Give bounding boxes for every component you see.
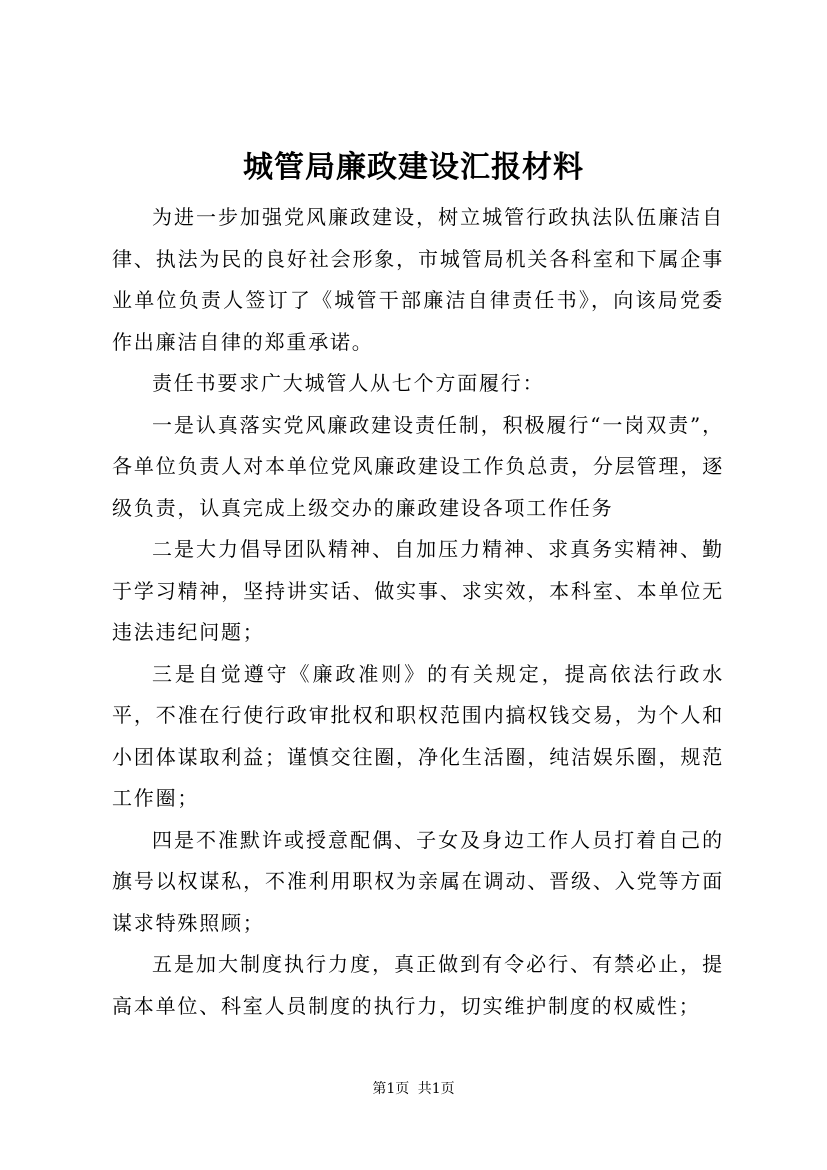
page-total: 共1页 [417, 1081, 455, 1097]
paragraph: 五是加大制度执行力度，真正做到有令必行、有禁必止，提高本单位、科室人员制度的执行力，切实维护制度的权威性； [112, 952, 724, 1018]
paragraph: 为进一步加强党风廉政建设，树立城管行政执法队伍廉洁自律、执法为民的良好社会形象，市城管局机关各科室和下属企事业单位负责人签订了《城管干部廉洁自律责任书》，向该局党委作出廉洁自律的郑重承诺。 [112, 205, 724, 354]
paragraph: 责任书要求广大城管人从七个方面履行： [152, 371, 545, 395]
paragraph: 一是认真落实党风廉政建设责任制，积极履行“一岗双责”，各单位负责人对本单位党风廉政建设工作负总责，分层管理，逐级负责，认真完成上级交办的廉政建设各项工作任务 [112, 412, 724, 520]
document-title: 城管局廉政建设汇报材料 [243, 150, 584, 185]
paragraph: 二是大力倡导团队精神、自加压力精神、求真务实精神、勤于学习精神，坚持讲实话、做实事、求实效，本科室、本单位无违法违纪问题； [112, 537, 724, 644]
page-number: 第1页 [372, 1081, 410, 1097]
paragraph: 四是不准默许或授意配偶、子女及身边工作人员打着自己的旗号以权谋私，不准利用职权为亲属在调动、晋级、入党等方面谋求特殊照顾； [112, 827, 724, 935]
page-footer [0, 1079, 827, 1099]
paragraph: 三是自觉遵守《廉政准则》的有关规定，提高依法行政水平，不准在行使行政审批权和职权范围内搞权钱交易，为个人和小团体谋取利益；谨慎交往圈，净化生活圈，纯洁娱乐圈，规范工作圈； [112, 661, 724, 810]
document-body [112, 197, 724, 1027]
